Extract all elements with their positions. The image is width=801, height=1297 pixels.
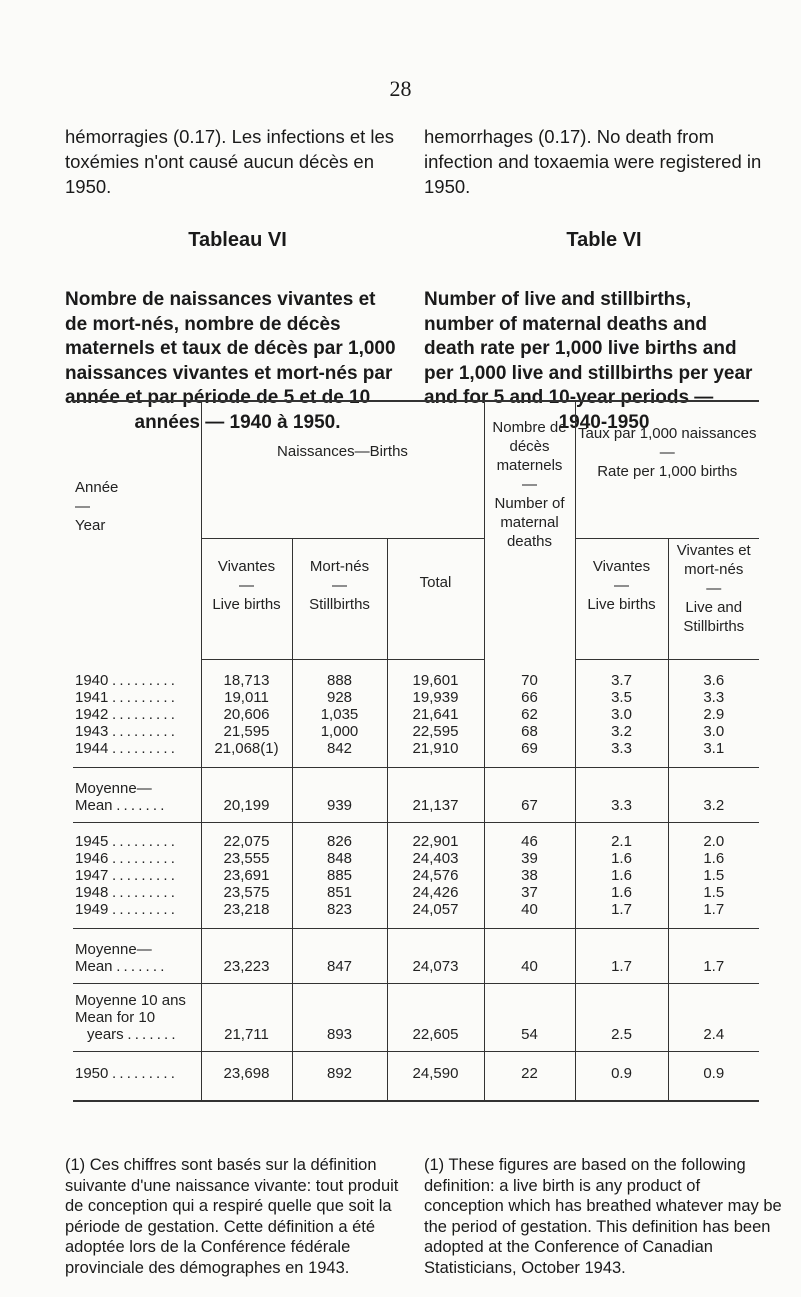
dash: —: [75, 498, 90, 515]
mean-label-fr: Moyenne—: [75, 941, 152, 958]
heading-fr-line: année et par période de 5 et de 10: [65, 387, 371, 408]
rate-live-header-en: Live births: [587, 596, 656, 613]
births-group-header: Naissances—Births: [201, 401, 484, 539]
dash: —: [239, 577, 254, 594]
heading-en-line: and for 5 and 10-year periods —: [424, 387, 714, 408]
table-title-fr: Tableau VI: [188, 229, 287, 251]
heading-fr-line: de mort-nés, nombre de décès: [65, 313, 341, 335]
total-cell: 24,073: [387, 929, 484, 984]
deaths-cell: 22: [484, 1052, 575, 1102]
rate-live-cell: 3.3: [575, 768, 668, 823]
rate-live-cell: 2.5: [575, 984, 668, 1052]
still-cell: 928: [292, 689, 387, 706]
intro-text-en: hemorrhages (0.17). No death from infection and toxaemia were registered in 1950.: [424, 126, 762, 197]
total-cell: 22,605: [387, 984, 484, 1052]
still-cell: 893: [292, 984, 387, 1052]
year-header: [73, 401, 201, 660]
deaths-cell: 46: [484, 823, 575, 851]
heading-fr-line: années — 1940 à 1950.: [134, 411, 341, 433]
rate-live-cell: 1.6: [575, 884, 668, 901]
rate-live-cell: 3.5: [575, 689, 668, 706]
live-header-fr: Vivantes: [217, 558, 276, 575]
table-row: [73, 850, 759, 867]
table-row: [73, 901, 759, 929]
deaths-header-en: Number of maternal deaths: [494, 495, 565, 550]
rate-live-cell: 1.6: [575, 850, 668, 867]
heading-en-line: per 1,000 live and stillbirths per year: [424, 362, 753, 384]
mean-10-label-en: Mean for 10: [75, 1009, 156, 1026]
live-cell: 21,711: [201, 984, 292, 1052]
year-cell: 1942 . . .: [73, 706, 201, 723]
table-row: [73, 884, 759, 901]
live-cell: 23,223: [201, 929, 292, 984]
dash: —: [706, 580, 722, 597]
mean-label-en: Mean . . .: [75, 958, 164, 975]
rate-all-cell: 1.5: [668, 867, 759, 884]
still-cell: 842: [292, 740, 387, 768]
table-row: [73, 867, 759, 884]
table-row: [73, 1052, 759, 1102]
still-cell: 847: [292, 929, 387, 984]
live-cell: 20,606: [201, 706, 292, 723]
total-cell: 22,595: [387, 723, 484, 740]
total-cell: 24,403: [387, 850, 484, 867]
deaths-cell: 38: [484, 867, 575, 884]
deaths-cell: 37: [484, 884, 575, 901]
still-header-fr: Mort-nés: [309, 558, 370, 575]
deaths-cell: 70: [484, 660, 575, 690]
deaths-cell: 68: [484, 723, 575, 740]
still-cell: 848: [292, 850, 387, 867]
rate-all-cell: 2.9: [668, 706, 759, 723]
rate-all-header-en: Live and Stillbirths: [683, 599, 745, 635]
table-row: [73, 660, 759, 690]
year-cell: 1950 . . .: [73, 1052, 201, 1102]
rate-live-cell: 1.6: [575, 867, 668, 884]
stillbirths-header: [292, 539, 387, 660]
live-cell: 22,075: [201, 823, 292, 851]
table-row: [73, 823, 759, 851]
rate-live-header-fr: Vivantes: [592, 558, 651, 575]
footnote-en: (1) These figures are based on the following definition: a live birth is any product of conception which has breathed whatever may be the period of gestation. This definition has been adopted at the Conference of Canadian Statisticians, October 1943.: [424, 1156, 782, 1277]
dash: —: [659, 444, 675, 461]
dash: —: [614, 577, 629, 594]
year-cell: 1940 . . .: [73, 660, 201, 690]
rate-all-cell: 1.7: [668, 901, 759, 929]
rate-live-cell: 1.7: [575, 901, 668, 929]
still-cell: 823: [292, 901, 387, 929]
table-title-en: Table VI: [566, 229, 642, 251]
mean-label: [73, 768, 201, 823]
total-cell: 24,426: [387, 884, 484, 901]
rate-live-cell: 3.2: [575, 723, 668, 740]
live-cell: 23,691: [201, 867, 292, 884]
year-cell: 1945 . . .: [73, 823, 201, 851]
mean-10-row: [73, 984, 759, 1052]
live-header-en: Live births: [212, 596, 281, 613]
still-cell: 888: [292, 660, 387, 690]
live-cell: 23,698: [201, 1052, 292, 1102]
rate-live-cell: 3.3: [575, 740, 668, 768]
year-cell: 1946 . . .: [73, 850, 201, 867]
mean-10-label-en: years . . .: [75, 1026, 175, 1043]
live-cell: 23,555: [201, 850, 292, 867]
rate-live-cell: 0.9: [575, 1052, 668, 1102]
maternal-deaths-header: [484, 401, 575, 660]
still-cell: 885: [292, 867, 387, 884]
rate-live-cell: 3.0: [575, 706, 668, 723]
deaths-cell: 54: [484, 984, 575, 1052]
total-cell: 24,057: [387, 901, 484, 929]
deaths-cell: 40: [484, 901, 575, 929]
page-number: 28: [389, 76, 412, 101]
header-row-1: [73, 401, 759, 539]
total-header: Total: [387, 539, 484, 660]
year-header-fr: Année: [75, 479, 119, 496]
year-cell: 1941 . . .: [73, 689, 201, 706]
rate-all-cell: 2.0: [668, 823, 759, 851]
total-cell: 22,901: [387, 823, 484, 851]
deaths-header-fr: Nombre de décès maternels: [492, 419, 567, 474]
rate-all-header: [668, 539, 759, 660]
deaths-cell: 69: [484, 740, 575, 768]
rate-group-header: [575, 401, 759, 539]
rate-all-cell: 0.9: [668, 1052, 759, 1102]
deaths-cell: 39: [484, 850, 575, 867]
heading-en-line: number of maternal deaths and: [424, 313, 707, 335]
dash: —: [522, 476, 537, 493]
rate-all-cell: 2.4: [668, 984, 759, 1052]
mean-10-label-fr: Moyenne 10 ans: [75, 992, 186, 1009]
rate-header-fr: Taux par 1,000 naissances: [578, 425, 757, 442]
live-cell: 20,199: [201, 768, 292, 823]
year-cell: 1949 . . .: [73, 901, 201, 929]
intro-text-fr: hémorragies (0.17). Les infections et les toxémies n'ont causé aucun décès en 1950.: [65, 126, 395, 197]
year-header-en: Year: [75, 517, 106, 534]
year-cell: 1947 . . .: [73, 867, 201, 884]
live-births-header: [201, 539, 292, 660]
total-cell: 19,601: [387, 660, 484, 690]
still-header-en: Stillbirths: [309, 596, 370, 613]
rate-live-cell: 3.7: [575, 660, 668, 690]
deaths-cell: 62: [484, 706, 575, 723]
deaths-cell: 67: [484, 768, 575, 823]
footnote-fr: (1) Ces chiffres sont basés sur la définition suivante d'une naissance vivante: tout produit de conception qui a respiré quelle que soit la période de gestation. Cette définition a été adoptée lors de la Conférence fédérale provinciale des démographes en 1943.: [65, 1156, 399, 1277]
live-cell: 18,713: [201, 660, 292, 690]
rate-header-en: Rate per 1,000 births: [597, 463, 738, 480]
live-cell: 21,595: [201, 723, 292, 740]
total-cell: 21,641: [387, 706, 484, 723]
deaths-cell: 40: [484, 929, 575, 984]
rate-all-cell: 3.2: [668, 768, 759, 823]
mean-10-label: [73, 984, 201, 1052]
live-cell: 23,575: [201, 884, 292, 901]
rate-all-header-fr: Vivantes et mort-nés: [676, 542, 751, 578]
still-cell: 1,035: [292, 706, 387, 723]
heading-fr-line: Nombre de naissances vivantes et: [65, 289, 376, 310]
rate-live-cell: 1.7: [575, 929, 668, 984]
year-cell: 1943 . . .: [73, 723, 201, 740]
year-cell: 1944 . . .: [73, 740, 201, 768]
rate-all-cell: 3.6: [668, 660, 759, 690]
rate-all-cell: 1.6: [668, 850, 759, 867]
still-cell: 1,000: [292, 723, 387, 740]
mean-label: [73, 929, 201, 984]
deaths-cell: 66: [484, 689, 575, 706]
total-cell: 24,576: [387, 867, 484, 884]
still-cell: 892: [292, 1052, 387, 1102]
table-row: [73, 689, 759, 706]
table-row: [73, 706, 759, 723]
total-cell: 21,137: [387, 768, 484, 823]
live-cell: 23,218: [201, 901, 292, 929]
heading-en-line: death rate per 1,000 live births and: [424, 338, 737, 359]
heading-fr-line: maternels et taux de décès par 1,000: [65, 338, 396, 359]
rate-all-cell: 1.7: [668, 929, 759, 984]
rate-all-cell: 3.3: [668, 689, 759, 706]
mean-label-en: Mean . . .: [75, 797, 164, 814]
rate-all-cell: 3.1: [668, 740, 759, 768]
rate-live-cell: 2.1: [575, 823, 668, 851]
mean-label-fr: Moyenne—: [75, 780, 152, 797]
rate-live-header: [575, 539, 668, 660]
total-cell: 19,939: [387, 689, 484, 706]
table-row: [73, 723, 759, 740]
year-cell: 1948 . . .: [73, 884, 201, 901]
rate-all-cell: 3.0: [668, 723, 759, 740]
total-cell: 24,590: [387, 1052, 484, 1102]
still-cell: 939: [292, 768, 387, 823]
live-cell: 21,068(1): [201, 740, 292, 768]
mean-row: [73, 768, 759, 823]
rate-all-cell: 1.5: [668, 884, 759, 901]
dash: —: [332, 577, 347, 594]
live-cell: 19,011: [201, 689, 292, 706]
table-row: [73, 740, 759, 768]
heading-en-line: Number of live and stillbirths,: [424, 289, 692, 310]
heading-en-line: 1940-1950: [558, 411, 650, 433]
total-cell: 21,910: [387, 740, 484, 768]
still-cell: 826: [292, 823, 387, 851]
heading-fr-line: naissances vivantes et mort-nés par: [65, 362, 393, 384]
statistics-table: [73, 400, 759, 1102]
still-cell: 851: [292, 884, 387, 901]
mean-row: [73, 929, 759, 984]
